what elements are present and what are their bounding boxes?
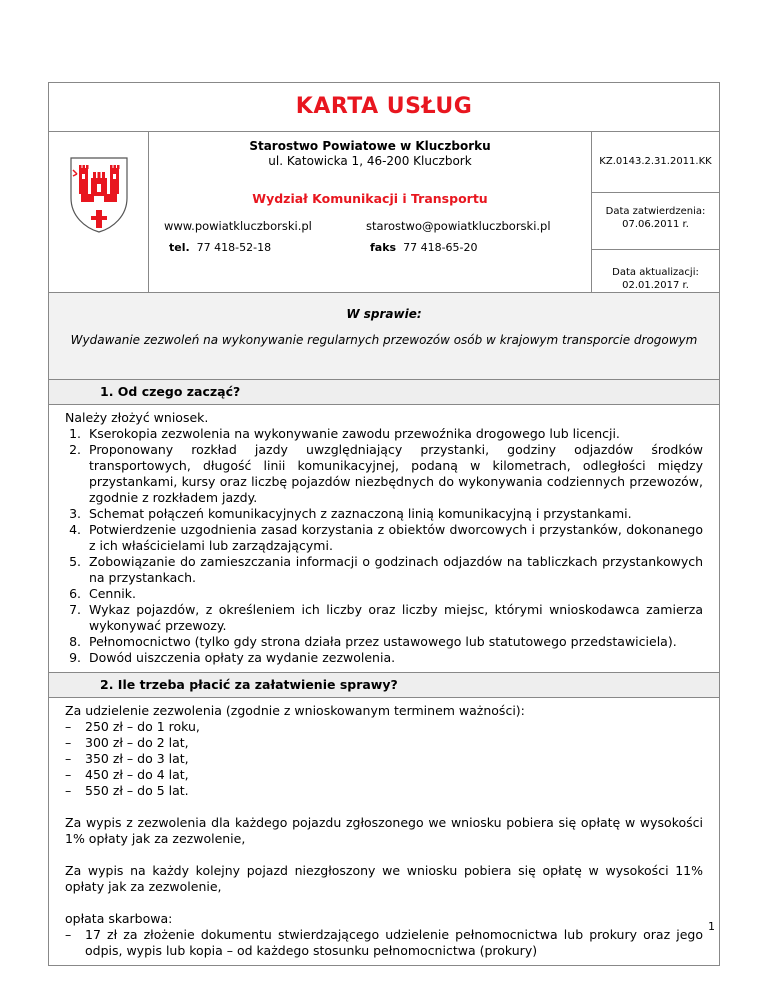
subject-text: Wydawanie zezwoleń na wykonywanie regularnych przewozów osób w krajowym transporcie drogowym — [70, 333, 698, 347]
meta-cell — [592, 132, 720, 293]
update-date-block — [592, 250, 719, 292]
list-item: 5. Zobowiązanie do zamieszczania informacji o godzinach odjazdów na tabliczkach przystankowych na przystankach. — [85, 554, 703, 586]
update-date-label: Data aktualizacji: — [612, 267, 699, 278]
section-1-heading: 1. Od czego zacząć? — [49, 380, 720, 405]
additional-extract-fee-paragraph: Za wypis na każdy kolejny pojazd niezgłoszony we wniosku pobiera się opłatę w wysokości 11% opłaty jak za zezwolenie, — [65, 863, 704, 894]
logo-cell — [49, 132, 149, 293]
page-title: KARTA USŁUG — [295, 94, 473, 119]
section-1-body — [49, 405, 720, 673]
list-item: 7. Wykaz pojazdów, z określeniem ich liczby oraz liczby miejsc, którymi wnioskodawca zamierza wykonywać przewozy. — [85, 602, 703, 634]
department-name: Wydział Komunikacji i Transportu — [252, 191, 488, 206]
list-item: 8. Pełnomocnictwo (tylko gdy strona działa przez ustawowego lub statutowego przedstawiciela). — [85, 634, 703, 650]
section-2-heading: 2. Ile trzeba płacić za załatwienie sprawy? — [49, 673, 720, 698]
stamp-duty-list — [65, 927, 703, 959]
fax-value: 77 418-65-20 — [403, 241, 478, 254]
phone-label: tel. — [169, 241, 190, 254]
update-date-value: 02.01.2017 r. — [622, 280, 689, 291]
email-link[interactable]: starostwo@powiatkluczborski.pl — [366, 219, 551, 233]
document-reference: KZ.0143.2.31.2011.KK — [592, 132, 719, 193]
service-card — [48, 82, 720, 966]
approval-date-value: 07.06.2011 r. — [622, 219, 689, 230]
office-address: ul. Katowicka 1, 46-200 Kluczbork — [268, 154, 472, 168]
list-item: 1. Kserokopia zezwolenia na wykonywanie zawodu przewoźnika drogowego lub licencji. — [85, 426, 703, 442]
phone-value: 77 418-52-18 — [196, 241, 272, 254]
coat-of-arms-logo — [67, 154, 131, 234]
service-card-table — [48, 82, 720, 966]
list-item: 2. Proponowany rozkład jazdy uwzględniający przystanki, godziny odjazdów środków transportowych, długość linii komunikacyjnej, podaną w kilometrach, odległości między przystankami, kursy oraz liczbę pojazdów niezbędnych do wykonywania codziennych przewozów, zgodnie z rozkładem jazdy. — [85, 442, 703, 506]
subject-cell — [49, 293, 720, 380]
fees-intro: Za udzielenie zezwolenia (zgodnie z wnioskowanym terminem ważności): — [65, 703, 525, 718]
fax-label: faks — [370, 241, 397, 254]
fax-number — [370, 241, 478, 254]
list-item: – 300 zł – do 2 lat, — [65, 735, 703, 751]
fees-list — [65, 719, 703, 799]
list-item: 6. Cennik. — [85, 586, 703, 602]
list-item: 3. Schemat połączeń komunikacyjnych z zaznaczoną linią komunikacyjną i przystankami. — [85, 506, 703, 522]
list-item: – 250 zł – do 1 roku, — [65, 719, 703, 735]
list-item: 4. Potwierdzenie uzgodnienia zasad korzystania z obiektów dworcowych i przystanków, dokonanego z ich właścicielami lub zarządzającymi. — [85, 522, 703, 554]
phone-number — [169, 241, 271, 254]
extract-fee-paragraph: Za wypis z zezwolenia dla każdego pojazdu zgłoszonego we wniosku pobiera się opłatę w wysokości 1% opłaty jak za zezwolenie, — [65, 815, 704, 846]
list-item: – 450 zł – do 4 lat, — [65, 767, 703, 783]
subject-heading: W sprawie: — [346, 307, 422, 321]
office-name: Starostwo Powiatowe w Kluczborku — [249, 139, 491, 153]
list-item: – 17 zł za złożenie dokumentu stwierdzającego udzielenie pełnomocnictwa lub prokury oraz jego odpis, wypis lub kopia – od każdego stosunku pełnomocnictwa (prokury) — [65, 927, 703, 959]
office-cell — [149, 132, 592, 293]
approval-date-label: Data zatwierdzenia: — [605, 206, 706, 217]
list-item: – 550 zł – do 5 lat. — [65, 783, 703, 799]
list-item: – 350 zł – do 3 lat, — [65, 751, 703, 767]
list-item: 9. Dowód uiszczenia opłaty za wydanie zezwolenia. — [85, 650, 703, 666]
page-number: 1 — [708, 920, 715, 933]
contact-block — [149, 219, 591, 259]
approval-date-block — [592, 193, 719, 250]
required-documents-list — [65, 426, 703, 666]
website-link[interactable]: www.powiatkluczborski.pl — [164, 219, 312, 233]
title-cell — [49, 83, 720, 132]
section-1-intro: Należy złożyć wniosek. — [65, 410, 209, 425]
section-2-body — [49, 698, 720, 966]
stamp-duty-label: opłata skarbowa: — [65, 911, 173, 926]
